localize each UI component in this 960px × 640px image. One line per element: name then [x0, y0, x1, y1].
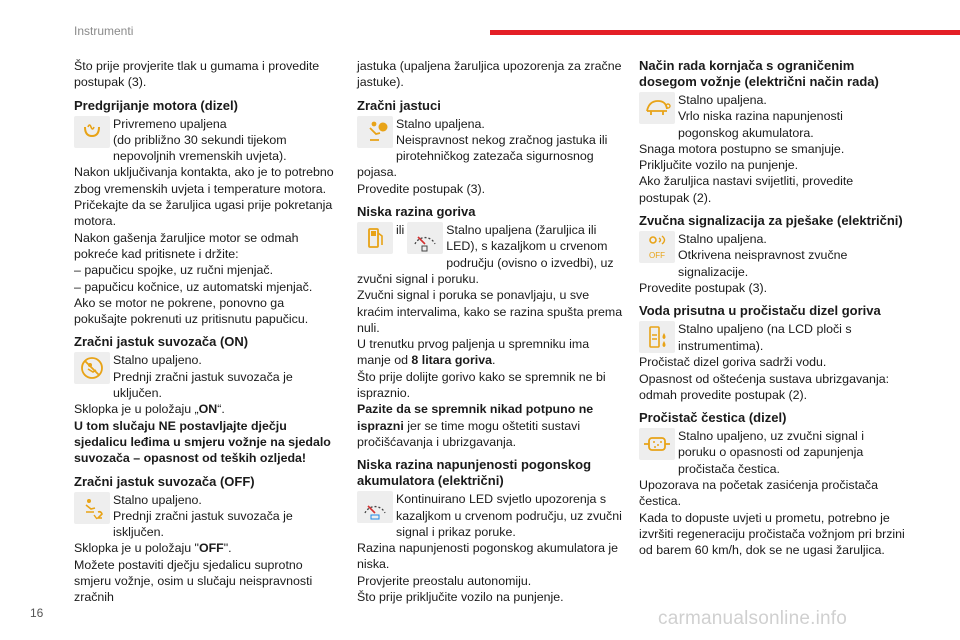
- airbag-off-row: [74, 492, 340, 541]
- column-2: [357, 58, 623, 605]
- fuel-ili-text: ili: [396, 223, 405, 238]
- dpf-p1: Upozorava na početak zasićenja pročistača čestica.: [639, 478, 878, 509]
- airbag-on-warning: U tom slučaju NE postavljajte dječju sjedalicu leđima u smjeru vožnje na sjedalo suvozača – opasnost od teških ozljeda!: [74, 418, 331, 466]
- water-line1: Stalno upaljeno (na LCD ploči s instrumentima).: [678, 322, 852, 353]
- airbag-off-line2: Prednji zračni jastuk suvozača je isključen.: [113, 508, 293, 540]
- passenger-airbag-on-icon: [74, 352, 110, 384]
- fuel-p2: U trenutku prvog paljenja u spremniku ima manje od 8 litara goriva.: [357, 337, 590, 368]
- turtle-p2: Priključite vozilo na punjenje.: [639, 158, 799, 173]
- column-3: [639, 58, 905, 559]
- airbag-off-p2: Možete postaviti dječju sjedalicu suprotno smjeru vožnje, osim u slučaju neispravnosti zračnih: [74, 557, 313, 605]
- turtle-p1: Snaga motora postupno se smanjuje.: [639, 141, 845, 156]
- pedestrian-row: [639, 231, 905, 280]
- particle-filter-icon: [639, 428, 675, 460]
- airbags-p1: Provedite postupak (3).: [357, 181, 486, 196]
- fuel-title: Niska razina goriva: [357, 204, 476, 220]
- turtle-line2: Vrlo niska razina napunjenosti pogonskog akumulatora.: [678, 109, 843, 140]
- dpf-row: [639, 428, 905, 477]
- preheat-bullet1: – papučicu spojke, uz ručni mjenjač.: [74, 263, 274, 278]
- preheat-p4: Ako se motor ne pokrene, ponovno ga pokušajte pokrenuti uz pritisnutu papučicu.: [74, 295, 309, 327]
- airbag-on-title: Zračni jastuk suvozača (ON): [74, 334, 249, 350]
- turtle-title: Način rada kornjača s ograničenim dosegom vožnje (električni način rada): [639, 58, 879, 89]
- page-header-title: Instrumenti: [74, 24, 134, 38]
- battery-title: Niska razina napunjenosti pogonskog akumulatora (električni): [357, 457, 592, 489]
- preheat-line1: Privremeno upaljena: [113, 116, 227, 131]
- preheat-title: Predgrijanje motora (dizel): [74, 97, 238, 113]
- fuel-pump-icon: [357, 222, 393, 254]
- preheat-p2: Pričekajte da se žaruljica ugasi prije pokretanja motora.: [74, 198, 333, 229]
- airbag-on-row: [74, 352, 340, 401]
- fuel-row: [357, 222, 623, 287]
- low-battery-gauge-icon: [357, 491, 393, 523]
- airbag-warning-icon: [357, 116, 393, 148]
- turtle-icon: [639, 92, 675, 124]
- airbags-line1: Stalno upaljena.: [396, 116, 485, 131]
- turtle-line1: Stalno upaljena.: [678, 93, 767, 107]
- airbags-line2: Neispravnost nekog zračnog jastuka ili pirotehničkog zatezača sigurnosnog pojasa.: [357, 132, 608, 180]
- turtle-p3: Ako žaruljica nastavi svijetliti, provedite postupak (2).: [639, 174, 854, 205]
- svg-text:OFF: OFF: [649, 251, 665, 261]
- pedestrian-line2: Otkrivena neispravnost zvučne signalizacije.: [678, 248, 848, 279]
- intro-text: Što prije provjerite tlak u gumama i provedite postupak (3).: [74, 59, 320, 90]
- dpf-p2: Kada to dopuste uvjeti u prometu, potrebno je izvršiti regeneraciju pročistača vožnjom pri brzini od barem 60 km/h, dok se ne ugasi žaruljica.: [639, 510, 905, 558]
- preheat-p3: Nakon gašenja žaruljice motor se odmah pokreće kad pritisnete i držite:: [74, 230, 299, 261]
- pedestrian-title: Zvučna signalizacija za pješake (električni): [639, 213, 903, 229]
- airbag-off-switch-text: Sklopka je u položaju "OFF".: [74, 541, 232, 556]
- water-title: Voda prisutna u pročistaču dizel goriva: [639, 303, 881, 319]
- fuel-line1: Stalno upaljena (žaruljica ili LED), s kazaljkom u crvenom području (ovisno o izvedbi), uz zvučni signal i poruku.: [357, 223, 614, 286]
- airbag-on-line2: Prednji zračni jastuk suvozača je uključen.: [113, 369, 293, 401]
- pedestrian-sound-off-icon: [639, 231, 675, 263]
- battery-p3: Što prije priključite vozilo na punjenje.: [357, 590, 564, 605]
- glow-plug-icon: [74, 116, 110, 148]
- fuel-p3: Što prije dolijte gorivo kako se spremnik ne bi ispraznio.: [357, 369, 606, 401]
- battery-p1: Razina napunjenosti pogonskog akumulatora je niska.: [357, 541, 619, 572]
- airbag-off-title: Zračni jastuk suvozača (OFF): [74, 473, 255, 489]
- fuel-p1: Zvučni signal i poruka se ponavljaju, u sve kraćim intervalima, kako se razina spušta prema nuli.: [357, 288, 623, 335]
- airbags-row: [357, 116, 623, 181]
- water-p1: Pročistač dizel goriva sadrži vodu.: [639, 355, 827, 370]
- preheat-p1: Nakon uključivanja kontakta, ako je to potrebno zbog vremenskih uvjeta i temperature motora.: [74, 165, 334, 196]
- column-1: [74, 58, 340, 606]
- battery-p2: Provjerite preostalu autonomiju.: [357, 573, 532, 588]
- water-p2: Opasnost od oštećenja sustava ubrizgavanja: odmah provedite postupak (2).: [639, 371, 890, 402]
- dpf-line1: Stalno upaljeno, uz zvučni signal i poruku o opasnosti od zapunjenja pročistača čestica.: [678, 429, 864, 476]
- passenger-airbag-off-icon: [74, 492, 110, 524]
- preheat-line2: (do približno 30 sekundi tijekom nepovoljnih vremenskih uvjeta).: [113, 132, 287, 164]
- watermark: carmanualsonline.info: [658, 608, 848, 629]
- fuel-p4: Pazite da se spremnik nikad potpuno ne isprazni jer se time mogu oštetiti sustavi pročišćavanja i ubrizgavanja.: [357, 402, 594, 449]
- fuel-gauge-icon: [407, 222, 443, 254]
- water-row: [639, 321, 905, 354]
- battery-line1: Kontinuirano LED svjetlo upozorenja s kazaljkom u crvenom području, uz zvučni signal i prikaz poruke.: [396, 492, 622, 539]
- header-accent-bar: [490, 30, 960, 35]
- col2-continuation: jastuka (upaljena žaruljica upozorenja za zračne jastuke).: [357, 59, 622, 90]
- airbag-off-line1: Stalno upaljeno.: [113, 492, 202, 507]
- water-in-fuel-icon: [639, 321, 675, 353]
- pedestrian-line1: Stalno upaljena.: [678, 232, 767, 247]
- airbag-on-switch-text: Sklopka je u položaju „ON“.: [74, 402, 225, 417]
- battery-row: [357, 491, 623, 540]
- airbags-title: Zračni jastuci: [357, 97, 441, 113]
- dpf-title: Pročistač čestica (dizel): [639, 410, 787, 426]
- turtle-row: [639, 92, 905, 141]
- pedestrian-p1: Provedite postupak (3).: [639, 280, 768, 295]
- airbag-on-line1: Stalno upaljeno.: [113, 353, 202, 368]
- preheat-row: [74, 116, 340, 165]
- preheat-bullet2: – papučicu kočnice, uz automatski mjenjač.: [74, 279, 313, 294]
- page-number: 16: [30, 606, 44, 620]
